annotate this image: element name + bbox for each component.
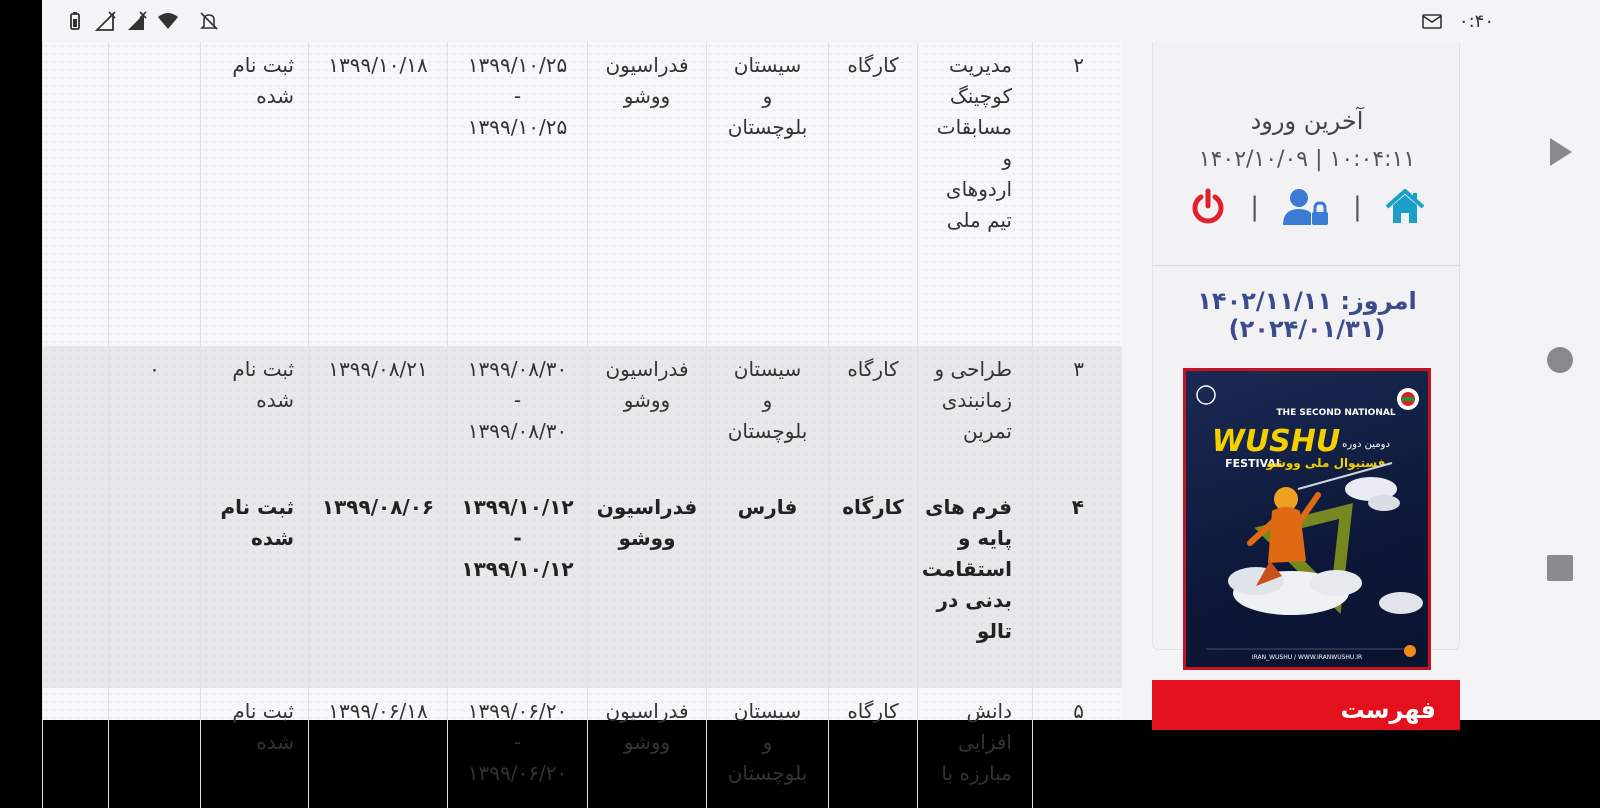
organizer	[587, 42, 706, 346]
organizer	[587, 346, 706, 484]
bell-off-icon	[198, 10, 220, 32]
course-title-line: زمانبندی	[941, 388, 1012, 412]
province-line: سیستان	[733, 699, 802, 723]
status-icons-right	[1421, 10, 1494, 32]
course-dates-line: ۱۳۹۹/۱۰/۲۵	[467, 53, 568, 77]
organizer-line: فدراسیون	[605, 699, 689, 723]
back-button[interactable]	[1544, 136, 1576, 168]
registration-date	[308, 42, 447, 346]
workshops-table	[42, 42, 1122, 785]
province-line: بلوچستان	[727, 419, 808, 443]
course-dates	[447, 346, 587, 484]
home-button[interactable]	[1544, 344, 1576, 376]
device-screen	[42, 0, 1516, 785]
course-type	[828, 346, 917, 484]
province-line: بلوچستان	[727, 115, 808, 139]
registration-status	[200, 688, 308, 808]
course-dates-line: -	[513, 84, 522, 108]
registration-status-line: ثبت نام	[232, 699, 294, 723]
course-title-line: مدیریت	[948, 53, 1012, 77]
registration-status	[200, 42, 308, 346]
registration-status	[200, 484, 308, 688]
course-title-line: بدنی در	[936, 588, 1012, 612]
course-title-line: و	[1002, 146, 1012, 170]
row-number	[1032, 42, 1092, 346]
row-number-text: ۳	[1073, 357, 1084, 381]
participant-count-text: ۰	[149, 357, 160, 381]
course-type-text: کارگاه	[847, 699, 899, 723]
table-row[interactable]	[42, 42, 1122, 346]
course-dates-line: -	[513, 730, 522, 754]
registration-status-line: شده	[250, 526, 294, 550]
organizer-line: ووشو	[623, 388, 671, 412]
course-title-line: مبارزه با	[941, 761, 1012, 785]
status-icons-left	[64, 10, 220, 32]
course-title	[917, 688, 1032, 808]
course-title-line: استقامت	[921, 557, 1012, 581]
empty-cell	[42, 346, 108, 484]
course-type	[828, 484, 917, 688]
wushu-festival-poster[interactable]	[1183, 368, 1431, 670]
participant-count	[108, 484, 200, 688]
mail-icon	[1421, 10, 1443, 32]
last-login-label: آخرین ورود	[1250, 107, 1364, 135]
course-title-line: طراحی و	[934, 357, 1012, 381]
course-dates-line: -	[513, 388, 522, 412]
organizer-line: ووشو	[623, 730, 671, 754]
course-title-line: تمرین	[963, 419, 1012, 443]
action-separator: |	[1353, 192, 1362, 222]
course-title-line: اردوهای	[945, 177, 1012, 201]
registration-status-line: ثبت نام	[220, 495, 294, 519]
course-type-text: کارگاه	[842, 495, 904, 519]
empty-cell	[42, 484, 108, 688]
registration-date	[308, 484, 447, 688]
sidebar	[1152, 42, 1460, 724]
course-title-line: دانش	[966, 699, 1012, 723]
province-line: و	[762, 84, 773, 108]
registration-date-text: ۱۳۹۹/۰۶/۱۸	[328, 699, 428, 723]
row-number-text: ۲	[1073, 53, 1084, 77]
registration-date-text: ۱۳۹۹/۰۸/۲۱	[328, 357, 428, 381]
row-number	[1032, 484, 1092, 688]
registration-status-line: شده	[256, 730, 294, 754]
last-login-time: ۱۴۰۲/۱۰/۰۹ | ۱۰:۰۴:۱۱	[1198, 147, 1416, 172]
action-separator: |	[1250, 192, 1259, 222]
row-number-text: ۵	[1073, 699, 1084, 723]
menu-header[interactable]: فهرست	[1152, 680, 1460, 730]
course-dates	[447, 42, 587, 346]
today-date: امروز: ۱۴۰۲/۱۱/۱۱ (۲۰۲۴/۰۱/۳۱)	[1197, 287, 1417, 343]
course-type-text: کارگاه	[847, 53, 899, 77]
organizer-line: فدراسیون	[596, 495, 698, 519]
province-line: و	[762, 388, 773, 412]
row-number-text: ۴	[1071, 495, 1084, 519]
course-dates-line: -	[513, 526, 522, 550]
table-row[interactable]	[42, 484, 1122, 688]
poster-line3: FESTIVAL	[1225, 457, 1283, 470]
province-line: بلوچستان	[727, 761, 808, 785]
registration-status-line: شده	[256, 388, 294, 412]
course-title	[917, 484, 1032, 688]
registration-date	[308, 688, 447, 808]
course-type	[828, 42, 917, 346]
course-title-line: تیم ملی	[946, 208, 1012, 232]
course-title-line: افزایی	[958, 730, 1012, 754]
course-dates	[447, 688, 587, 808]
poster-line2: WUSHU	[1211, 424, 1341, 459]
province-line: و	[762, 730, 773, 754]
recents-button[interactable]	[1544, 552, 1576, 584]
course-dates-line: ۱۳۹۹/۱۰/۱۲	[461, 495, 574, 519]
organizer-line: ووشو	[623, 84, 671, 108]
organizer-line: فدراسیون	[605, 357, 689, 381]
registration-date	[308, 346, 447, 484]
course-title-line: پایه و	[957, 526, 1012, 550]
participant-count	[108, 42, 200, 346]
signal-off-icon	[126, 10, 148, 32]
empty-cell	[42, 688, 108, 808]
course-dates-line: ۱۳۹۹/۰۶/۲۰	[467, 761, 568, 785]
course-title	[917, 346, 1032, 484]
province	[706, 42, 828, 346]
course-dates-line: ۱۳۹۹/۱۰/۱۲	[461, 557, 574, 581]
course-dates-line: ۱۳۹۹/۰۶/۲۰	[467, 699, 568, 723]
organizer-line: ووشو	[618, 526, 676, 550]
course-title-line: مسابقات	[936, 115, 1012, 139]
course-dates-line: ۱۳۹۹/۰۸/۳۰	[467, 357, 568, 381]
clock: ۰:۴۰	[1458, 10, 1494, 32]
registration-status-line: ثبت نام	[232, 53, 294, 77]
poster-fa-title1: دومین دوره	[1342, 439, 1390, 450]
course-title-line: تالو	[976, 619, 1012, 643]
status-bar	[42, 0, 1516, 42]
organizer-line: فدراسیون	[605, 53, 689, 77]
participant-count	[108, 688, 200, 808]
poster-fa-title2: فستیوال ملی ووشو	[1266, 456, 1386, 470]
recents-square-icon	[1546, 554, 1574, 582]
back-triangle-icon	[1546, 136, 1574, 168]
province-line: فارس	[737, 495, 798, 519]
signal-off-icon	[95, 10, 117, 32]
province-line: سیستان	[733, 357, 802, 381]
province	[706, 484, 828, 688]
battery-icon	[64, 10, 86, 32]
card-divider	[1153, 265, 1461, 266]
empty-cell	[42, 42, 108, 346]
poster-footer: IRAN_WUSHU / WWW.IRANWUSHU.IR	[1251, 654, 1363, 661]
province-line: سیستان	[733, 53, 802, 77]
organizer	[587, 484, 706, 688]
registration-date-text: ۱۳۹۹/۰۸/۰۶	[321, 495, 435, 519]
android-nav-bar	[1516, 0, 1600, 720]
participant-count	[108, 346, 200, 484]
course-type-text: کارگاه	[847, 357, 899, 381]
table-row[interactable]	[42, 346, 1122, 484]
registration-date-text: ۱۳۹۹/۱۰/۱۸	[328, 53, 428, 77]
course-title-line: کوچینگ	[949, 84, 1012, 108]
course-dates-line: ۱۳۹۹/۰۸/۳۰	[467, 419, 568, 443]
course-dates	[447, 484, 587, 688]
registration-status	[200, 346, 308, 484]
row-number	[1032, 346, 1092, 484]
table-row[interactable]	[42, 688, 1122, 808]
province	[706, 346, 828, 484]
organizer	[587, 688, 706, 808]
row-number	[1032, 688, 1092, 808]
poster-line1: THE SECOND NATIONAL	[1276, 408, 1396, 418]
home-icon[interactable]	[1384, 187, 1426, 227]
course-title-line: فرم های	[925, 495, 1012, 519]
province	[706, 688, 828, 808]
user-lock-icon[interactable]	[1281, 187, 1331, 227]
poster-art	[1186, 371, 1428, 667]
home-circle-icon	[1546, 346, 1574, 374]
course-dates-line: ۱۳۹۹/۱۰/۲۵	[467, 115, 568, 139]
wifi-icon	[157, 10, 179, 32]
course-title	[917, 42, 1032, 346]
registration-status-line: شده	[256, 84, 294, 108]
registration-status-line: ثبت نام	[232, 357, 294, 381]
user-actions	[1153, 187, 1461, 227]
course-type	[828, 688, 917, 808]
power-icon[interactable]	[1188, 187, 1228, 227]
